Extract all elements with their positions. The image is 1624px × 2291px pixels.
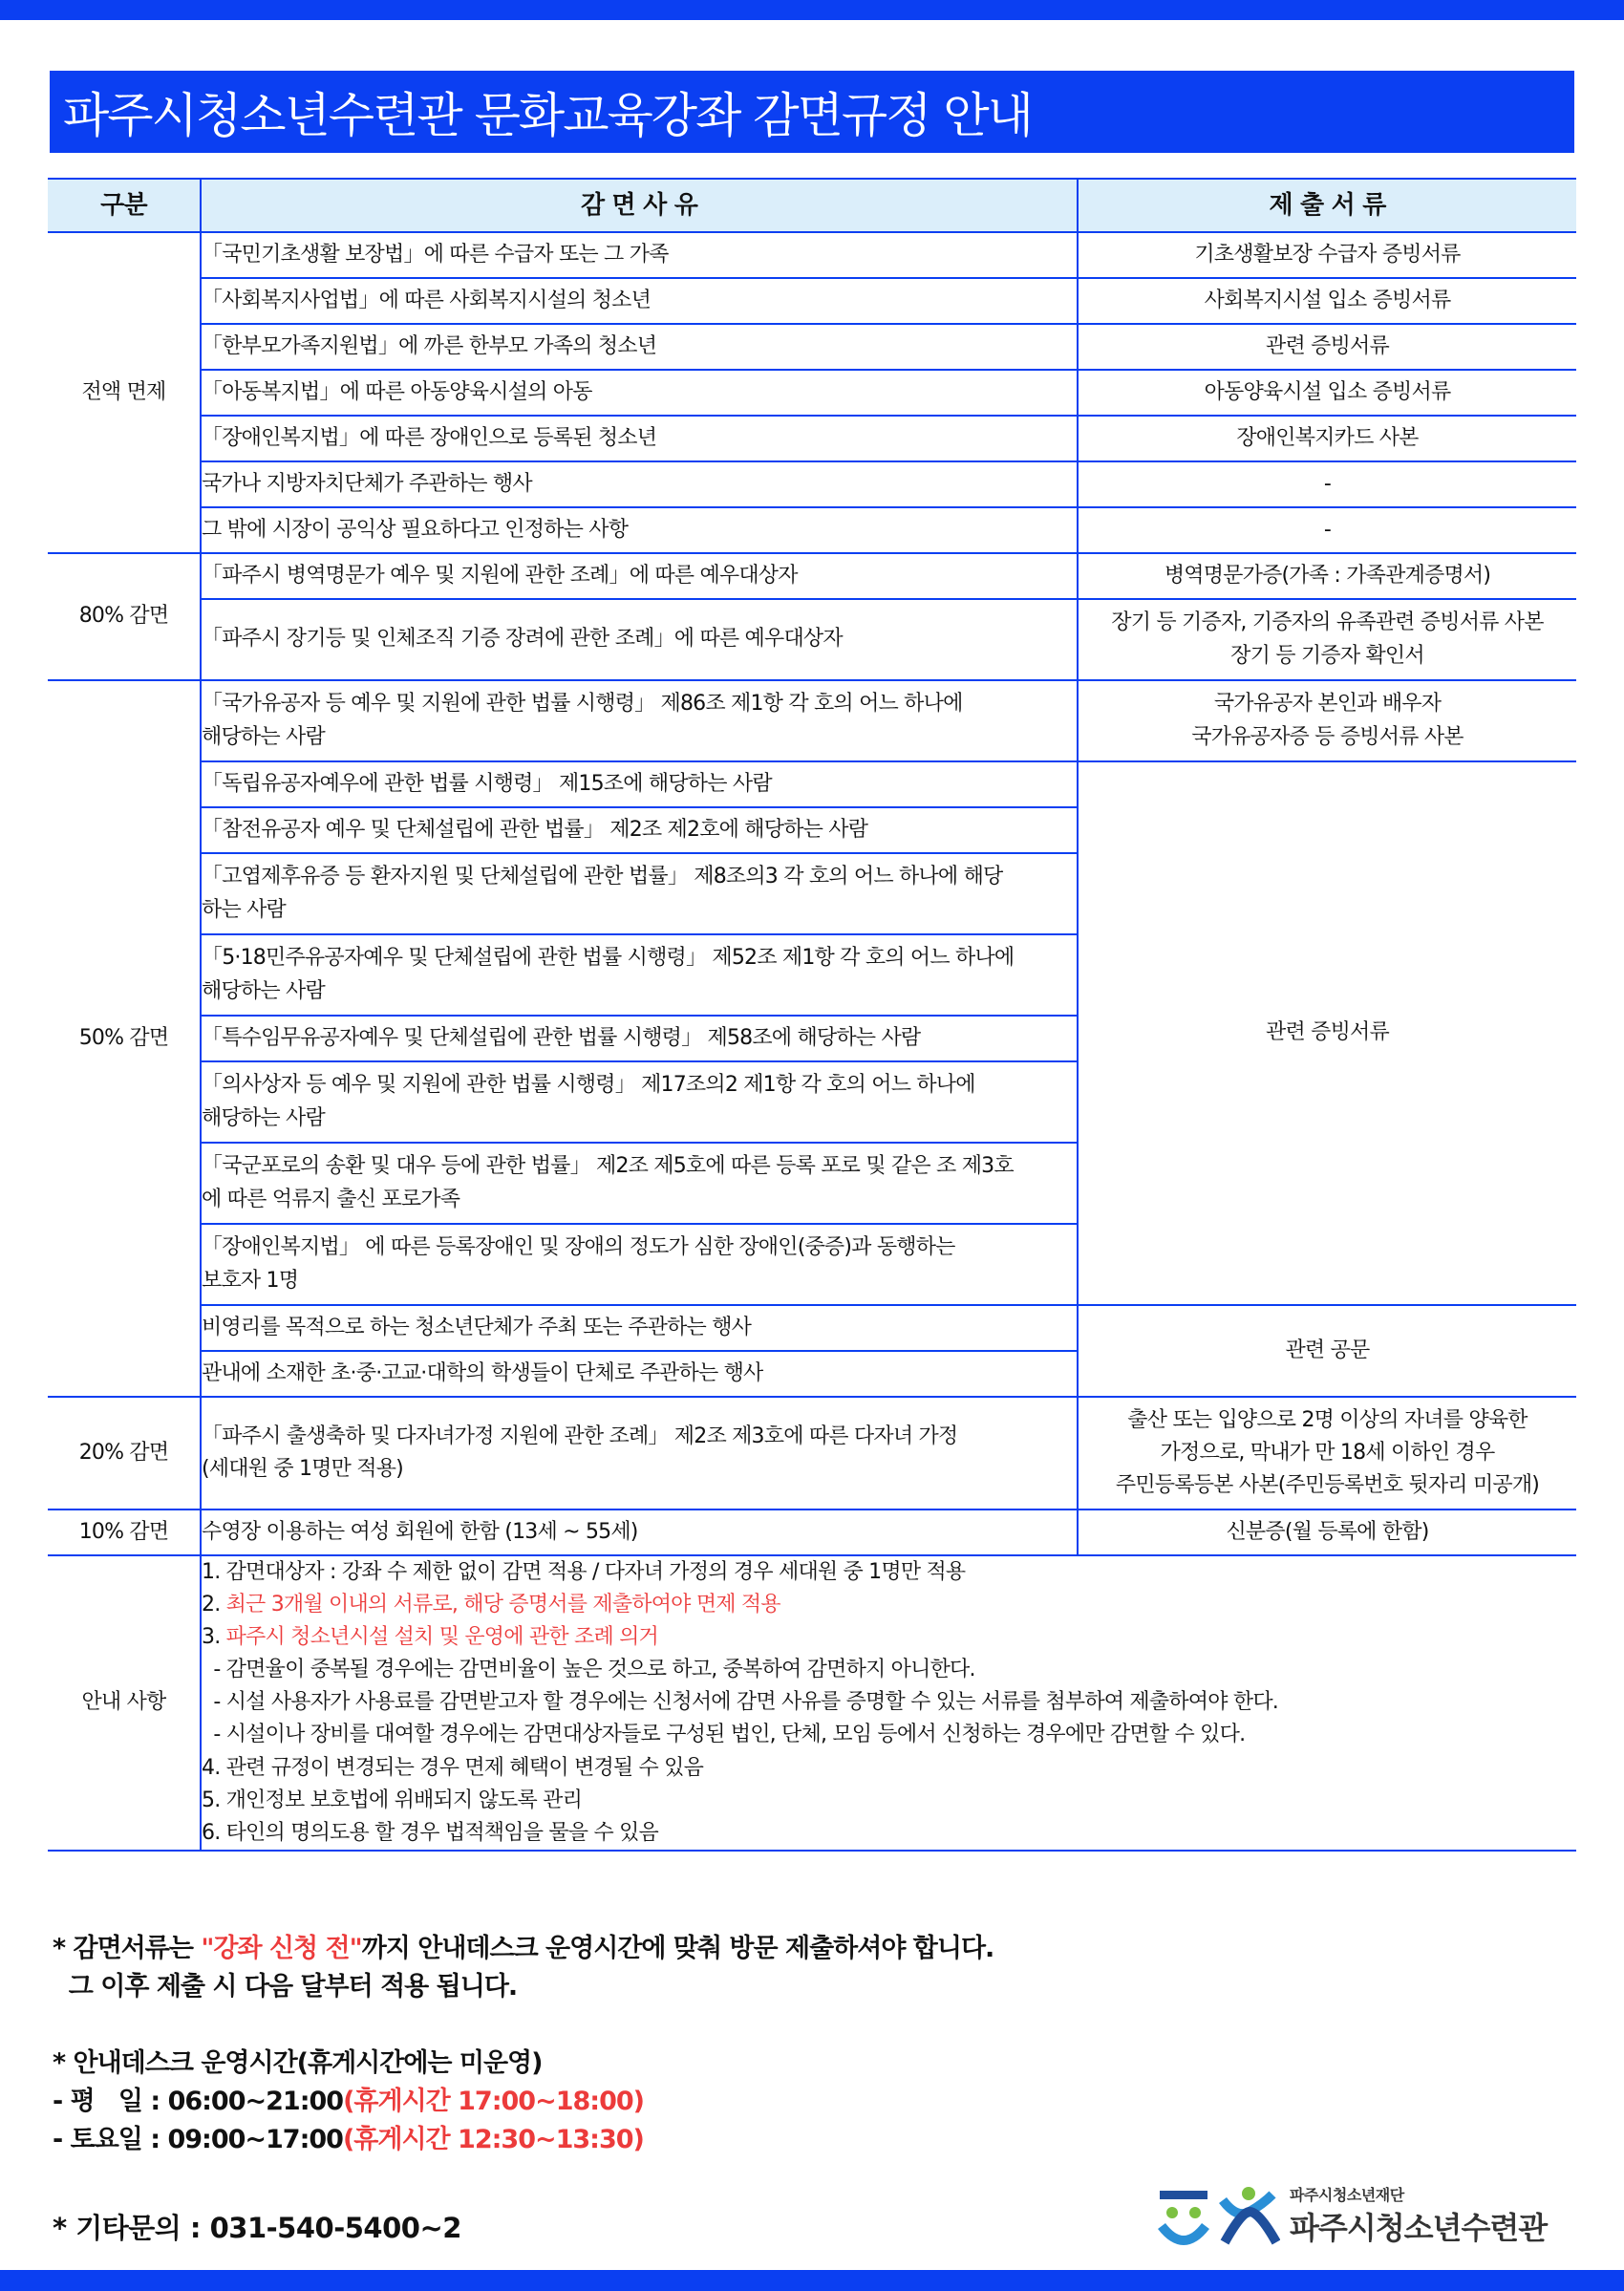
submission-notice: * 감면서류는 "강좌 신청 전"까지 안내데스크 운영시간에 맞춰 방문 제출하셔야 합니다. xyxy=(53,1934,994,1963)
docs-cell: - xyxy=(1078,461,1576,507)
bottom-accent-bar xyxy=(0,2270,1624,2291)
reason-cell xyxy=(201,934,1078,1016)
submission-notice-line2: 그 이후 제출 시 다음 달부터 적용 됩니다. xyxy=(53,1972,518,2002)
docs-line: 국가유공자증 등 증빙서류 사본 xyxy=(1191,724,1464,749)
category-10-percent: 10% 감면 xyxy=(48,1509,201,1555)
reason-cell: 「아동복지법」에 따른 아동양육시설의 아동 xyxy=(201,370,1078,416)
docs-line: 장기 등 기증자, 기증자의 유족관련 증빙서류 사본 xyxy=(1111,610,1544,635)
reason-cell xyxy=(201,680,1078,761)
table-row xyxy=(48,1509,1576,1555)
reason-line: 「장애인복지법」 에 따른 등록장애인 및 장애의 정도가 심한 장애인(중증)과 동행하는 xyxy=(202,1235,955,1260)
saturday-hours: - 토요일 : 09:00~17:00(휴게시간 12:30~13:30) xyxy=(53,2125,644,2154)
page-title xyxy=(50,71,1574,153)
reason-line: 에 따른 억류지 출신 포로가족 xyxy=(202,1187,460,1211)
reason-line: 「파주시 출생축하 및 다자녀가정 지원에 관한 조례」 제2조 제3호에 따른 다자녀 가정 xyxy=(202,1424,958,1448)
note-item: 6. 타인의 명의도용 할 경우 법적책임을 물을 수 있음 xyxy=(202,1820,658,1845)
table-row xyxy=(48,507,1576,553)
discount-rules-table xyxy=(48,178,1576,1852)
reason-cell xyxy=(201,853,1078,934)
reason-line: 해당하는 사람 xyxy=(202,724,325,749)
table-row xyxy=(48,599,1576,680)
note-subitem: - 감면율이 중복될 경우에는 감면비율이 높은 것으로 하고, 중복하여 감면하지 아니한다. xyxy=(207,1658,975,1682)
reason-cell: 수영장 이용하는 여성 회원에 한함 (13세 ~ 55세) xyxy=(201,1509,1078,1555)
reason-cell: 「한부모가족지원법」에 까른 한부모 가족의 청소년 xyxy=(201,324,1078,370)
table-row xyxy=(48,278,1576,324)
docs-line: 장기 등 기증자 확인서 xyxy=(1230,643,1424,668)
reason-cell: 「국민기초생활 보장법」에 따른 수급자 또는 그 가족 xyxy=(201,232,1078,278)
reason-cell xyxy=(201,1061,1078,1143)
table-row xyxy=(48,761,1576,807)
table-row xyxy=(48,324,1576,370)
docs-cell xyxy=(1078,599,1576,680)
reason-line: 해당하는 사람 xyxy=(202,978,325,1003)
category-20-percent: 20% 감면 xyxy=(48,1397,201,1509)
docs-cell: 아동양육시설 입소 증빙서류 xyxy=(1078,370,1576,416)
docs-line: 가정으로, 막내가 만 18세 이하인 경우 xyxy=(1160,1440,1495,1465)
header-reason: 감 면 사 유 xyxy=(201,179,1078,232)
desk-hours-title: * 안내데스크 운영시간(휴게시간에는 미운영) xyxy=(53,2048,543,2078)
reason-cell: 국가나 지방자치단체가 주관하는 행사 xyxy=(201,461,1078,507)
docs-cell-merged: 관련 증빙서류 xyxy=(1078,761,1576,1305)
docs-cell xyxy=(1078,1397,1576,1509)
weekday-hours: - 평 일 : 06:00~21:00(휴게시간 17:00~18:00) xyxy=(53,2087,644,2116)
reason-cell: 「독립유공자예우에 관한 법률 시행령」 제15조에 해당하는 사람 xyxy=(201,761,1078,807)
note-item: 1. 감면대상자 : 강좌 수 제한 없이 감면 적용 / 다자녀 가정의 경우 세대원 중 1명만 적용 xyxy=(202,1560,966,1584)
reason-line: 「5·18민주유공자예우 및 단체설립에 관한 법률 시행령」 제52조 제1항 각 호의 어느 하나에 xyxy=(202,946,1015,971)
note-item-highlighted: 3. 파주시 청소년시설 설치 및 운영에 관한 조례 의거 xyxy=(202,1625,658,1650)
table-row xyxy=(48,461,1576,507)
note-subitem: - 시설 사용자가 사용료를 감면받고자 할 경우에는 신청서에 감면 사유를 증명할 수 있는 서류를 첨부하여 제출하여야 한다. xyxy=(207,1690,1278,1715)
table-row xyxy=(48,416,1576,461)
reason-cell: 「파주시 병역명문가 예우 및 지원에 관한 조례」에 따른 예우대상자 xyxy=(201,553,1078,599)
reason-cell: 비영리를 목적으로 하는 청소년단체가 주최 또는 주관하는 행사 xyxy=(201,1305,1078,1351)
reason-line: 해당하는 사람 xyxy=(202,1105,325,1130)
org-logo xyxy=(1156,2183,1586,2250)
table-row xyxy=(48,1397,1576,1509)
reason-cell: 「사회복지사업법」에 따른 사회복지시설의 청소년 xyxy=(201,278,1078,324)
note-item: 5. 개인정보 보호법에 위배되지 않도록 관리 xyxy=(202,1788,583,1812)
table-row xyxy=(48,1305,1576,1351)
table-header-row xyxy=(48,179,1576,232)
table-row xyxy=(48,232,1576,278)
reason-line: 「고엽제후유증 등 환자지원 및 단체설립에 관한 법률」 제8조의3 각 호의 어느 하나에 해당 xyxy=(202,865,1003,889)
docs-line: 주민등록등본 사본(주민등록번호 뒷자리 미공개) xyxy=(1115,1473,1540,1498)
docs-cell: 사회복지시설 입소 증빙서류 xyxy=(1078,278,1576,324)
contact-phone: * 기타문의 : 031-540-5400~2 xyxy=(53,2212,461,2244)
docs-line: 출산 또는 입양으로 2명 이상의 자녀를 양육한 xyxy=(1127,1407,1528,1432)
reason-line: 「국군포로의 송환 및 대우 등에 관한 법률」 제2조 제5호에 따른 등록 포로 및 같은 조 제3호 xyxy=(202,1154,1014,1179)
reason-cell: 관내에 소재한 초·중·고교·대학의 학생들이 단체로 주관하는 행사 xyxy=(201,1351,1078,1397)
logo-subtitle: 파주시청소년재단 xyxy=(1290,2186,1404,2204)
reason-cell: 「특수임무유공자예우 및 단체설립에 관한 법률 시행령」 제58조에 해당하는 사람 xyxy=(201,1016,1078,1061)
reason-line: 하는 사람 xyxy=(202,897,287,922)
notes-cell xyxy=(201,1555,1576,1851)
logo-title: 파주시청소년수련관 xyxy=(1290,2210,1548,2246)
reason-cell: 「장애인복지법」에 따른 장애인으로 등록된 청소년 xyxy=(201,416,1078,461)
reason-cell xyxy=(201,1224,1078,1305)
reason-line: 보호자 1명 xyxy=(202,1268,299,1293)
category-80-percent: 80% 감면 xyxy=(48,553,201,680)
docs-cell: 신분증(월 등록에 한함) xyxy=(1078,1509,1576,1555)
reason-line: 「의사상자 등 예우 및 지원에 관한 법률 시행령」 제17조의2 제1항 각 호의 어느 하나에 xyxy=(202,1073,975,1098)
reason-line: (세대원 중 1명만 적용) xyxy=(202,1457,403,1481)
category-full-exemption: 전액 면제 xyxy=(48,232,201,553)
footer-notice xyxy=(53,1930,994,2159)
reason-cell: 「참전유공자 예우 및 단체설립에 관한 법률」 제2조 제2호에 해당하는 사람 xyxy=(201,807,1078,853)
docs-line: 국가유공자 본인과 배우자 xyxy=(1213,692,1442,717)
reason-cell: 그 밖에 시장이 공익상 필요하다고 인정하는 사항 xyxy=(201,507,1078,553)
reason-line: 「국가유공자 등 예우 및 지원에 관한 법률 시행령」 제86조 제1항 각 호의 어느 하나에 xyxy=(202,692,963,717)
docs-cell: - xyxy=(1078,507,1576,553)
header-category: 구분 xyxy=(48,179,201,232)
docs-cell: 기초생활보장 수급자 증빙서류 xyxy=(1078,232,1576,278)
reason-cell xyxy=(201,1397,1078,1509)
category-notes: 안내 사항 xyxy=(48,1555,201,1851)
table-row-notes xyxy=(48,1555,1576,1851)
docs-cell: 관련 증빙서류 xyxy=(1078,324,1576,370)
category-50-percent: 50% 감면 xyxy=(48,680,201,1397)
logo-mark-icon xyxy=(1156,2183,1280,2250)
reason-cell: 「파주시 장기등 및 인체조직 기증 장려에 관한 조례」에 따른 예우대상자 xyxy=(201,599,1078,680)
table-row xyxy=(48,553,1576,599)
note-item-highlighted: 2. 최근 3개월 이내의 서류로, 해당 증명서를 제출하여야 면제 적용 xyxy=(202,1593,780,1617)
note-subitem: - 시설이나 장비를 대여할 경우에는 감면대상자들로 구성된 법인, 단체, 모임 등에서 신청하는 경우에만 감면할 수 있다. xyxy=(207,1723,1246,1747)
docs-cell: 장애인복지카드 사본 xyxy=(1078,416,1576,461)
docs-cell: 병역명문가증(가족 : 가족관계증명서) xyxy=(1078,553,1576,599)
reason-cell xyxy=(201,1143,1078,1224)
top-accent-bar xyxy=(0,0,1624,20)
header-documents: 제 출 서 류 xyxy=(1078,179,1576,232)
docs-cell xyxy=(1078,680,1576,761)
table-row xyxy=(48,370,1576,416)
page-title-text: 파주시청소년수련관 문화교육강좌 감면규정 안내 xyxy=(63,88,1032,143)
table-row xyxy=(48,680,1576,761)
note-item: 4. 관련 규정이 변경되는 경우 면제 혜택이 변경될 수 있음 xyxy=(202,1755,704,1780)
docs-cell-merged: 관련 공문 xyxy=(1078,1305,1576,1397)
